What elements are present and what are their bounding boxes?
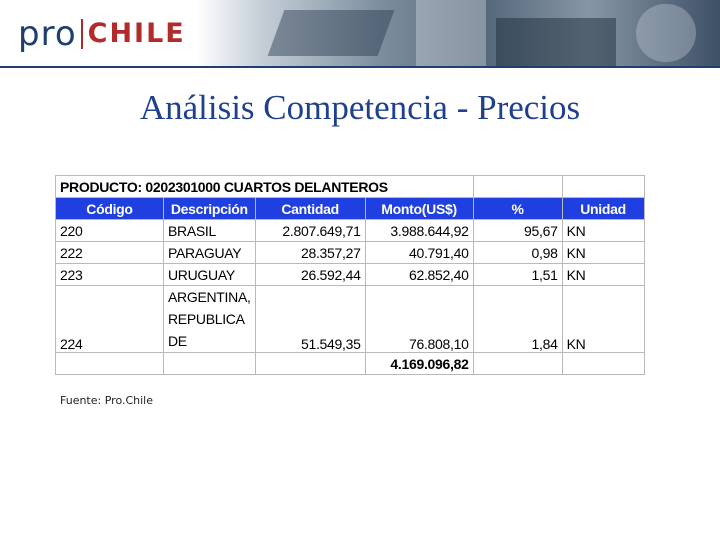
header-banner-image <box>196 0 720 66</box>
column-header: % <box>473 198 562 220</box>
cell-unit: KN <box>562 220 644 242</box>
cell-desc: PARAGUAY <box>164 242 256 264</box>
cell-desc-line: ARGENTINA, <box>168 289 251 305</box>
table-header-row <box>56 198 645 220</box>
cell-amount: 40.791,40 <box>365 242 473 264</box>
table-row <box>56 242 645 264</box>
slide-title: Análisis Competencia - Precios <box>139 88 581 127</box>
cell-pct: 1,51 <box>473 264 562 286</box>
table-row <box>56 264 645 286</box>
cell-qty: 2.807.649,71 <box>255 220 365 242</box>
table-row <box>56 286 645 353</box>
total-row <box>56 353 645 375</box>
cell-desc-line: DE <box>168 333 187 349</box>
cell-pct: 0,98 <box>473 242 562 264</box>
logo-chile-text: CHILE <box>87 18 186 49</box>
cell-pct: 95,67 <box>473 220 562 242</box>
cell-amount: 3.988.644,92 <box>365 220 473 242</box>
cell-code: 224 <box>56 286 164 353</box>
column-header: Código <box>56 198 164 220</box>
column-header: Unidad <box>562 198 644 220</box>
total-amount: 4.169.096,82 <box>365 353 473 375</box>
cell-unit: KN <box>562 264 644 286</box>
cell-desc: URUGUAY <box>164 264 256 286</box>
cell-desc: BRASIL <box>164 220 256 242</box>
table-row <box>56 220 645 242</box>
column-header: Cantidad <box>255 198 365 220</box>
cell-unit: KN <box>562 242 644 264</box>
product-label: PRODUCTO: 0202301000 CUARTOS DELANTEROS <box>56 176 474 198</box>
cell-code: 220 <box>56 220 164 242</box>
cell-qty: 28.357,27 <box>255 242 365 264</box>
header-bar <box>0 0 720 68</box>
cell-code: 222 <box>56 242 164 264</box>
price-table <box>55 175 645 375</box>
cell-amount: 76.808,10 <box>365 286 473 353</box>
cell-amount: 62.852,40 <box>365 264 473 286</box>
logo-pro-text: pro <box>18 14 77 54</box>
cell-pct: 1,84 <box>473 286 562 353</box>
logo-separator <box>81 19 83 49</box>
source-note: Fuente: Pro.Chile <box>60 394 154 407</box>
cell-unit: KN <box>562 286 644 353</box>
column-header: Descripción <box>164 198 256 220</box>
column-header: Monto(US$) <box>365 198 473 220</box>
cell-desc <box>164 286 256 353</box>
cell-code: 223 <box>56 264 164 286</box>
cell-qty: 51.549,35 <box>255 286 365 353</box>
prochile-logo <box>18 14 186 54</box>
cell-qty: 26.592,44 <box>255 264 365 286</box>
product-row <box>56 176 645 198</box>
cell-desc-line: REPUBLICA <box>168 311 245 327</box>
